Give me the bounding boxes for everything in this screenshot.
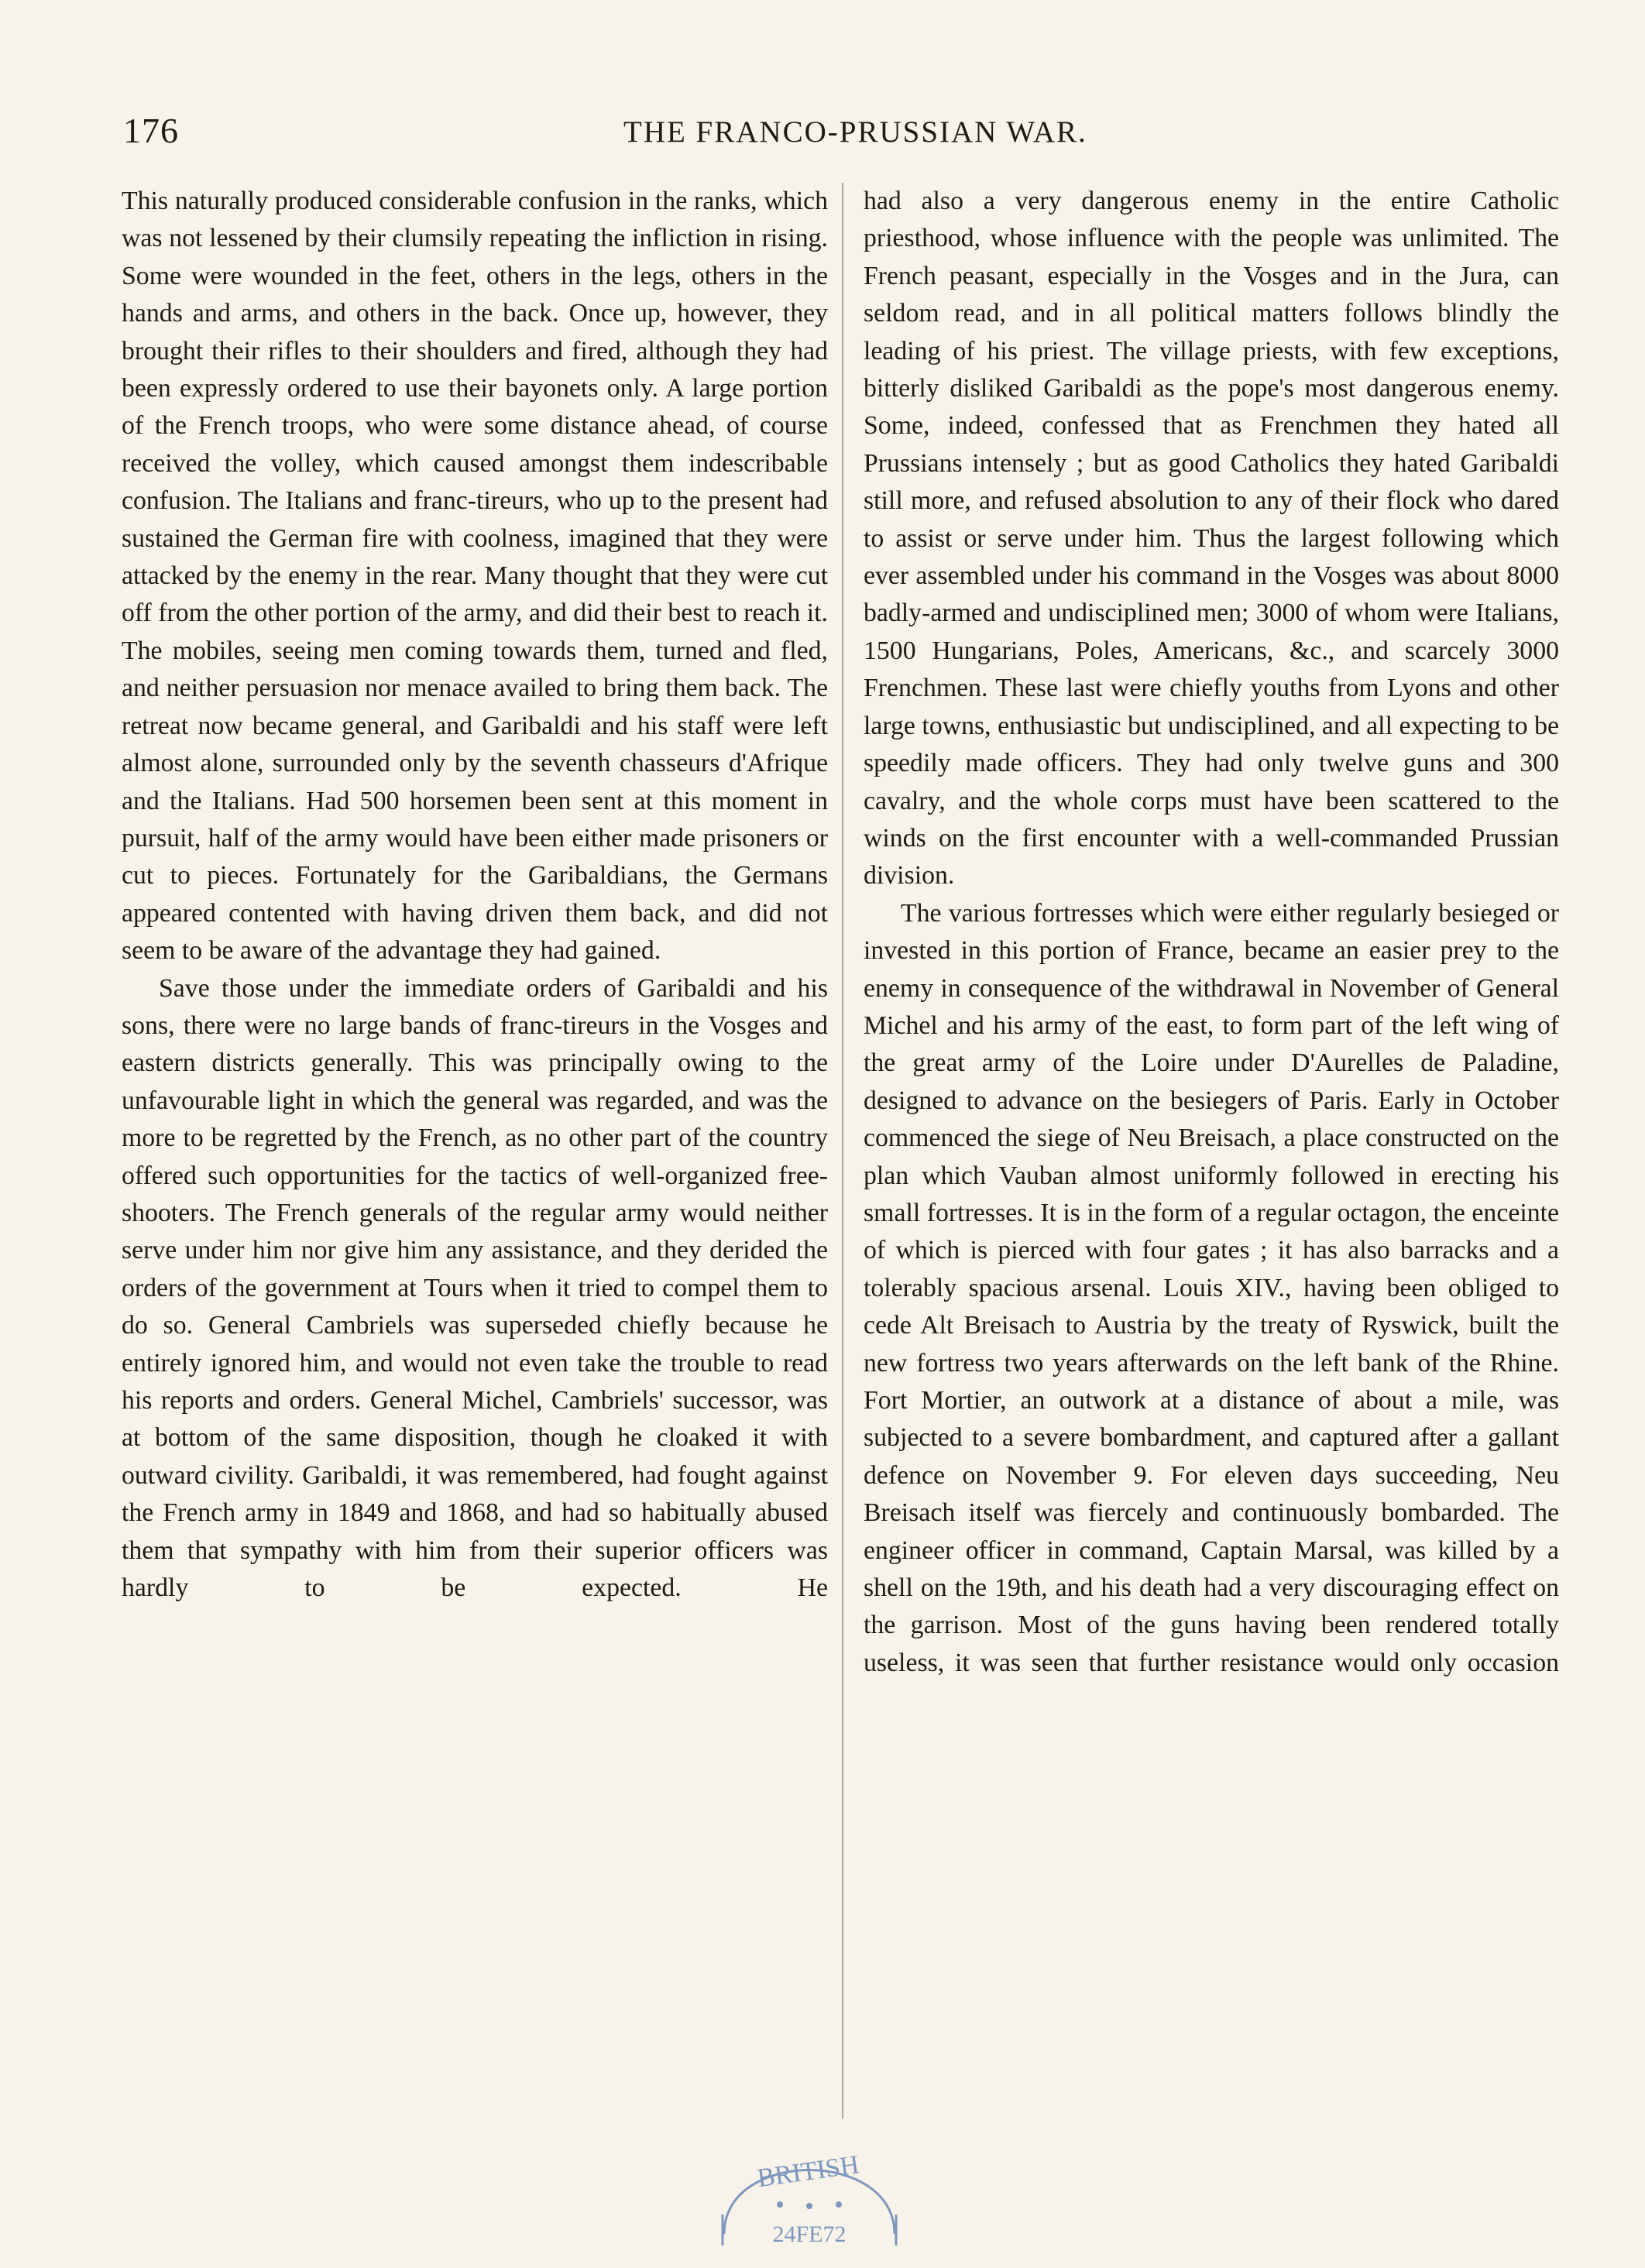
paragraph: Save those under the immediate orders of Garibaldi and his sons, there were no large bands of franc-tireurs in the Vosges and eastern districts generally. This was principally owing to the unfavourable light in which the general was regarded, and was the more to be regretted by the French, as no other part of the country offered such opportunities for the tactics of well-organized free-shooters. The French generals of the regular army would neither serve under him nor give him any assistance, and they derided the orders of the government at Tours when it tried to compel them to do so. General Cambriels was superseded chiefly because he entirely ignored him, and would not even take the trouble to read his reports and orders. General Michel, Cambriels' successor, was at bottom of the same disposition, though he cloaked it with outward civility. Garibaldi, it was remembered, had fought against the French army in 1849 and 1868, and had so habitually abused them that sympathy with him from their superior officers was hardly to be expected. He [122, 973, 828, 1603]
left-column [122, 183, 828, 1607]
library-stamp [709, 2118, 910, 2253]
paragraph: This naturally produced considerable confusion in the ranks, which was not lessened by their clumsily repeating the infliction in rising. Some were wounded in the feet, others in the legs, others in the hands and arms, and others in the back. Once up, however, they brought their rifles to their shoulders and fired, although they had been expressly ordered to use their bayonets only. A large portion of the French troops, who were some distance ahead, of course received the volley, which caused amongst them indescribable confusion. The Italians and franc-tireurs, who up to the present had sustained the German fire with coolness, imagined that they were attacked by the enemy in the rear. Many thought that they were cut off from the other portion of the army, and did their best to reach it. The mobiles, seeing men coming towards them, turned and fled, and neither persuasion nor menace availed to bring them back. The retreat now became general, and Garibaldi and his staff were left almost alone, surrounded only by the seventh chasseurs d'Afrique and the Italians. Had 500 horsemen been sent at this moment in pursuit, half of the army would have been either made prisoners or cut to pieces. Fortunately for the Garibaldians, the Germans appeared contented with having driven them back, and did not seem to be aware of the advantage they had gained. [122, 187, 828, 966]
stamp-date: 24FE72 [772, 2222, 847, 2247]
page-number: 176 [123, 111, 179, 150]
right-column [864, 183, 1559, 1682]
paragraph: had also a very dangerous enemy in the entire Catholic priesthood, whose influence with the people was unlimited. The French peasant, especially in the Vosges and in the Jura, can seldom read, and in all political matters follows blindly the leading of his priest. The village priests, with few exceptions, bitterly disliked Garibaldi as the pope's most dangerous enemy. Some, indeed, confessed that as Frenchmen they hated all Prussians intensely ; but as good Catholics they hated Garibaldi still more, and refused absolution to any of their flock who dared to assist or serve under him. Thus the largest following which ever assembled under his command in the Vosges was about 8000 badly-armed and undisciplined men; 3000 of whom were Italians, 1500 Hungarians, Poles, Americans, &c., and scarcely 3000 Frenchmen. These last were chiefly youths from Lyons and other large towns, enthusiastic but undisciplined, and all expecting to be speedily made officers. They had only twelve guns and 300 cavalry, and the whole corps must have been scattered to the winds on the first encounter with a well-commanded Prussian division. [864, 187, 1559, 890]
paragraph: The various fortresses which were either regularly besieged or invested in this portion of France, became an easier prey to the enemy in consequence of the withdrawal in November of General Michel and his army of the east, to form part of the left wing of the great army of the Loire under D'Aurelles de Paladine, designed to advance on the besiegers of Paris. Early in October commenced the siege of Neu Breisach, a place constructed on the plan which Vauban almost uniformly followed in erecting his small fortresses. It is in the form of a regular octagon, the enceinte of which is pierced with four gates ; it has also barracks and a tolerably spacious arsenal. Louis XIV., having been obliged to cede Alt Breisach to Austria by the treaty of Ryswick, built the new fortress two years afterwards on the left bank of the Rhine. Fort Mortier, an outwork at a distance of about a mile, was subjected to a severe bombardment, and captured after a gallant defence on November 9. For eleven days succeeding, Neu Breisach itself was fiercely and continuously bombarded. The engineer officer in command, Captain Marsal, was killed by a shell on the 19th, and his death had a very discouraging effect on the garrison. Most of the guns having been rendered totally useless, it was seen that further resistance would only occasion [864, 898, 1559, 1677]
column-rule [842, 183, 843, 2119]
running-title: THE FRANCO-PRUSSIAN WAR. [623, 115, 1087, 149]
stamp-text: BRITISH [755, 2150, 861, 2194]
